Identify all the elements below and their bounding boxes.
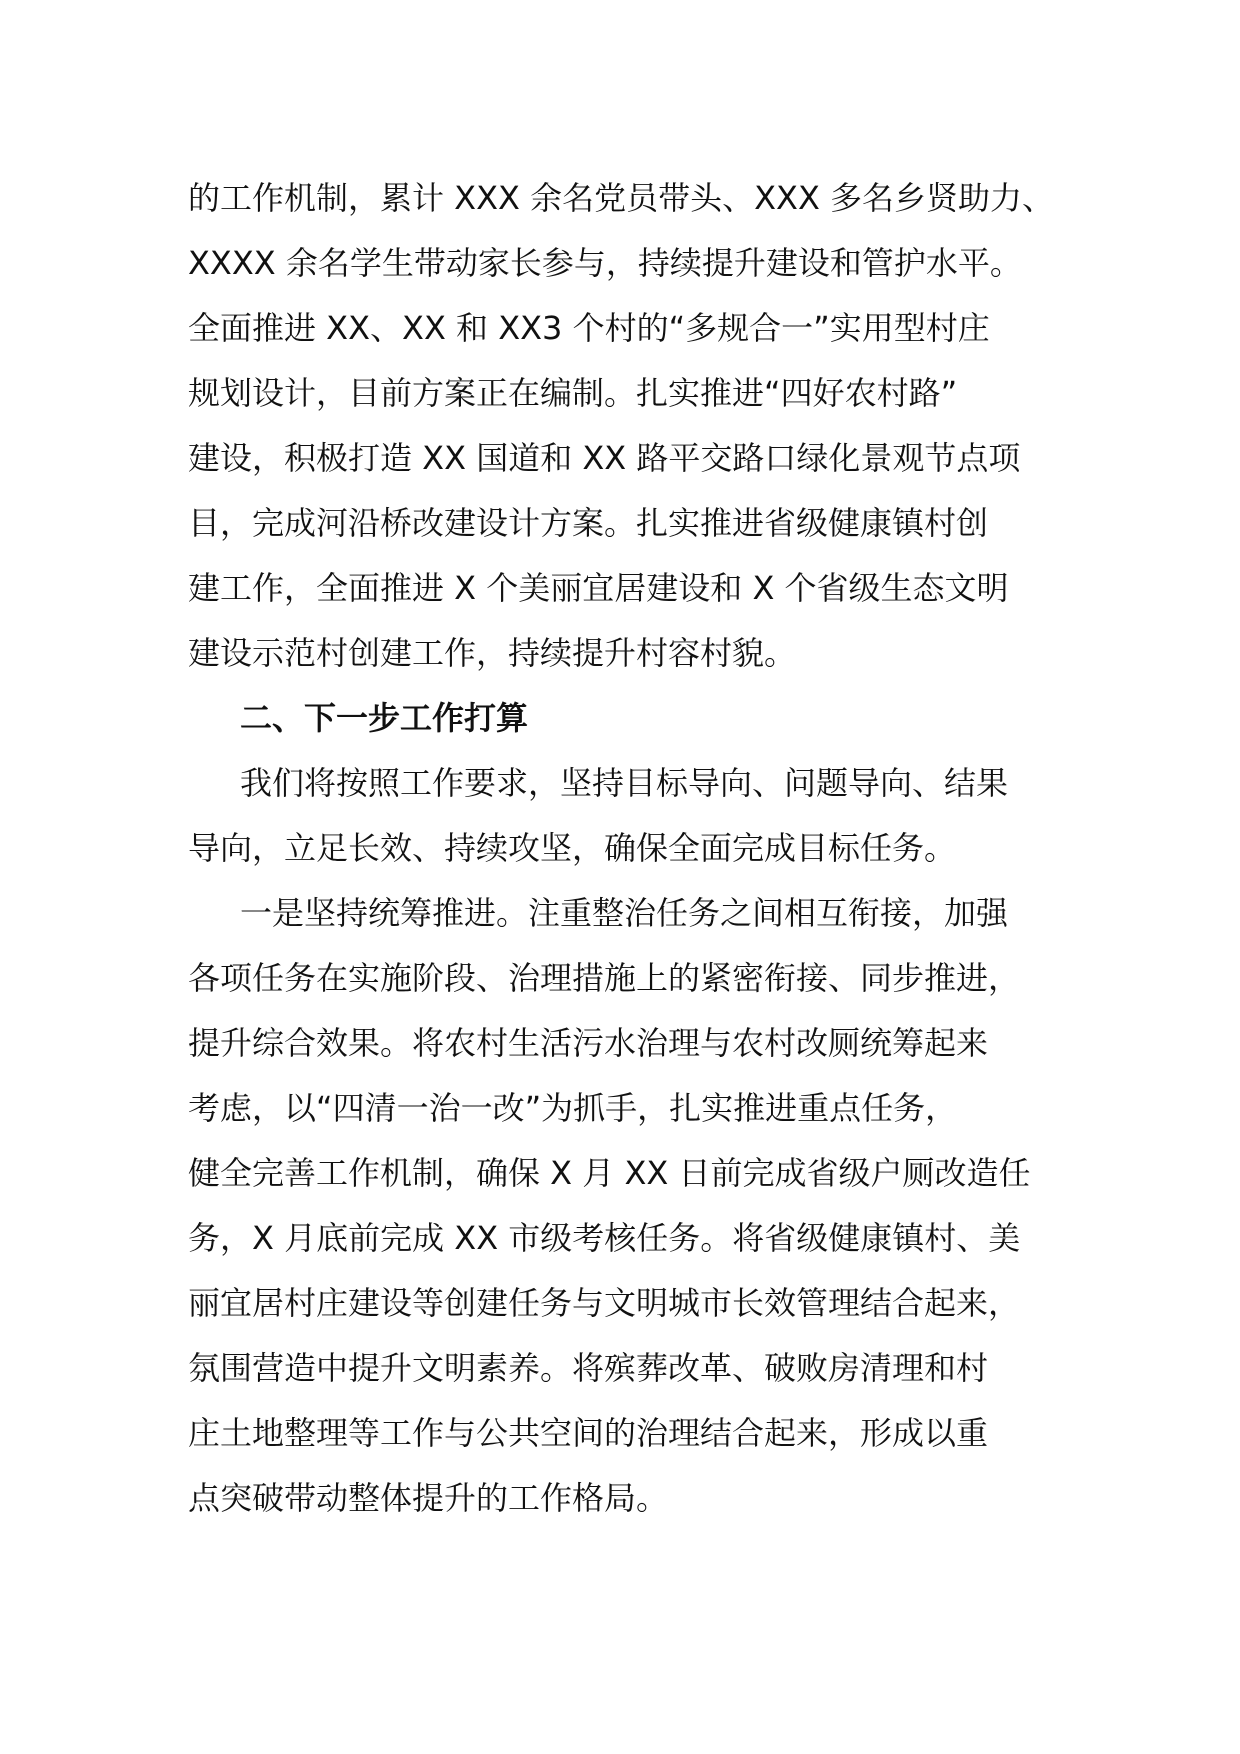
body-text-line: 健全完善工作机制，确保 X 月 XX 日前完成省级户厕改造任 bbox=[188, 1154, 1031, 1192]
body-text-line: 一是坚持统筹推进。注重整治任务之间相互衔接，加强 bbox=[240, 894, 1009, 932]
body-text-line: 建设示范村创建工作，持续提升村容村貌。 bbox=[188, 634, 797, 672]
body-text-line: 的工作机制，累计 XXX 余名党员带头、XXX 多名乡贤助力、 bbox=[188, 179, 1055, 217]
body-text-line: 各项任务在实施阶段、治理措施上的紧密衔接、同步推进， bbox=[188, 959, 1021, 997]
body-text-line: 考虑，以“四清一治一改”为抓手，扎实推进重点任务， bbox=[188, 1089, 958, 1127]
body-text-line: 规划设计，目前方案正在编制。扎实推进“四好农村路” bbox=[188, 374, 958, 412]
section-heading: 二、下一步工作打算 bbox=[240, 699, 529, 737]
body-text-line: 我们将按照工作要求，坚持目标导向、问题导向、结果 bbox=[240, 764, 1009, 802]
body-text-line: 务，X 月底前完成 XX 市级考核任务。将省级健康镇村、美 bbox=[188, 1219, 1021, 1257]
body-text-line: 导向，立足长效、持续攻坚，确保全面完成目标任务。 bbox=[188, 829, 957, 867]
body-text-line: 庄土地整理等工作与公共空间的治理结合起来，形成以重 bbox=[188, 1414, 989, 1452]
body-text-line: 点突破带动整体提升的工作格局。 bbox=[188, 1479, 669, 1517]
body-text-line: 氛围营造中提升文明素养。将殡葬改革、破败房清理和村 bbox=[188, 1349, 989, 1387]
body-text-line: 目，完成河沿桥改建设计方案。扎实推进省级健康镇村创 bbox=[188, 504, 989, 542]
body-text-line: 丽宜居村庄建设等创建任务与文明城市长效管理结合起来， bbox=[188, 1284, 1021, 1322]
body-text-line: 建设，积极打造 XX 国道和 XX 路平交路口绿化景观节点项 bbox=[188, 439, 1021, 477]
body-text-line: 全面推进 XX、XX 和 XX3 个村的“多规合一”实用型村庄 bbox=[188, 309, 990, 347]
body-text-line: 提升综合效果。将农村生活污水治理与农村改厕统筹起来 bbox=[188, 1024, 989, 1062]
body-text-line: XXXX 余名学生带动家长参与，持续提升建设和管护水平。 bbox=[188, 244, 1022, 282]
body-text-line: 建工作，全面推进 X 个美丽宜居建设和 X 个省级生态文明 bbox=[188, 569, 1009, 607]
